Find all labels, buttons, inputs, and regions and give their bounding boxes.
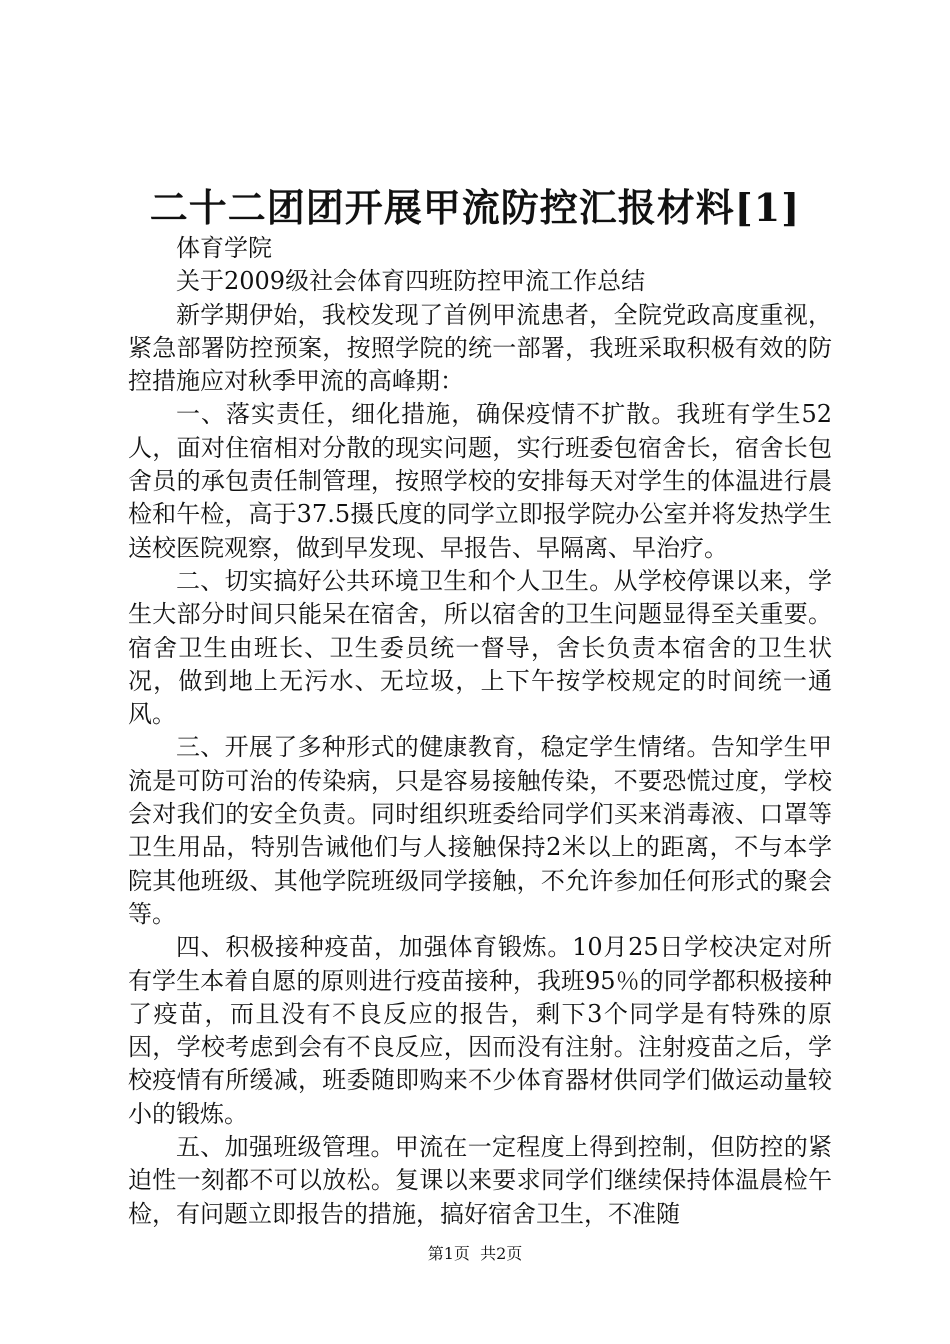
footer-separator [470, 1244, 480, 1263]
page-footer [0, 1243, 950, 1265]
paragraph-section-2: 二、切实搞好公共环境卫生和个人卫生。从学校停课以来，学生大部分时间只能呆在宿舍，所以宿舍的卫生问题显得至关重要。宿舍卫生由班长、卫生委员统一督导，舍长负责本宿舍的卫生状况，做到地上无污水、无垃圾，上下午按学校规定的时间统一通风。 [128, 566, 832, 729]
paragraph-section-1: 一、落实责任，细化措施，确保疫情不扩散。我班有学生52人，面对住宿相对分散的现实问题，实行班委包宿舍长，宿舍长包舍员的承包责任制管理，按照学校的安排每天对学生的体温进行晨检和午检，高于37.5摄氏度的同学立即报学院办公室并将发热学生送校医院观察，做到早发现、早报告、早隔离、早治疗。 [128, 400, 832, 562]
paragraph-department: 体育学院 [176, 234, 272, 262]
paragraph-section-3: 三、开展了多种形式的健康教育，稳定学生情绪。告知学生甲流是可防可治的传染病，只是容易接触传染，不要恐慌过度，学校会对我们的安全负责。同时组织班委给同学们买来消毒液、口罩等卫生用品，特别告诫他们与人接触保持2米以上的距离，不与本学院其他班级、其他学院班级同学接触，不允许参加任何形式的聚会等。 [128, 733, 832, 928]
paragraph-section-4: 四、积极接种疫苗，加强体育锻炼。10月25日学校决定对所有学生本着自愿的原则进行疫苗接种，我班95％的同学都积极接种了疫苗，而且没有不良反应的报告，剩下3个同学是有特殊的原因，学校考虑到会有不良反应，因而没有注射。注射疫苗之后，学校疫情有所缓减，班委随即购来不少体育器材供同学们做运动量较小的锻炼。 [128, 933, 832, 1128]
page-number-current: 第1页 [427, 1244, 470, 1263]
paragraph-intro: 新学期伊始，我校发现了首例甲流患者，全院党政高度重视，紧急部署防控预案，按照学院的统一部署，我班采取积极有效的防控措施应对秋季甲流的高峰期： [128, 300, 832, 396]
paragraph-section-5: 五、加强班级管理。甲流在一定程度上得到控制，但防控的紧迫性一刻都不可以放松。复课以来要求同学们继续保持体温晨检午检，有问题立即报告的措施，搞好宿舍卫生，不准随 [128, 1133, 832, 1228]
document-body [128, 232, 832, 1231]
page-number-total: 共2页 [480, 1244, 523, 1263]
paragraph-subtitle: 关于2009级社会体育四班防控甲流工作总结 [176, 267, 646, 296]
document-title: 二十二团团开展甲流防控汇报材料[1] [149, 185, 801, 230]
